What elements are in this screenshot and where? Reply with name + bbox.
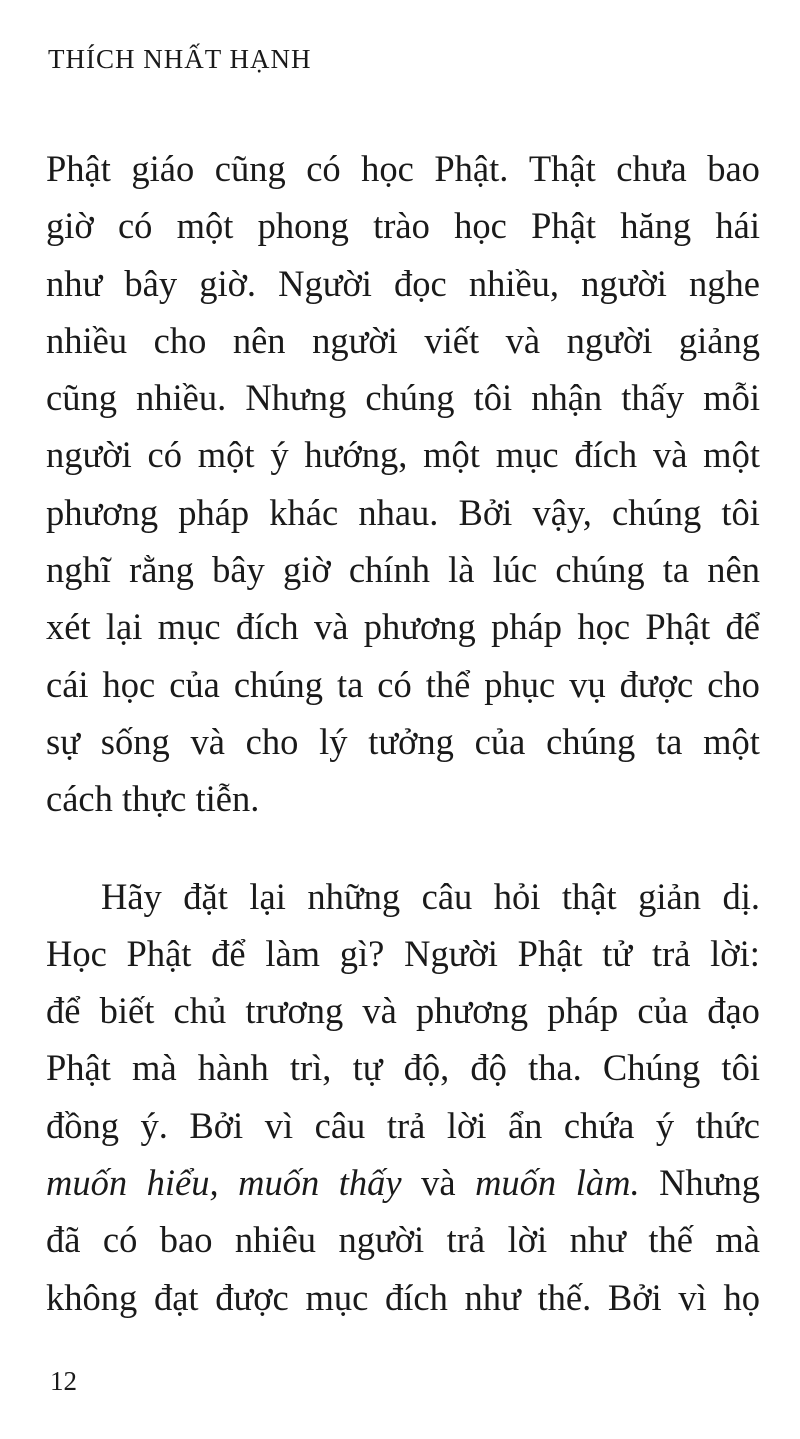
word: làm — [265, 932, 321, 974]
word: muốn — [46, 1162, 128, 1204]
word: bây — [212, 549, 265, 591]
word: ta — [336, 663, 364, 705]
word: có — [102, 1219, 138, 1261]
word: là — [448, 549, 475, 591]
word: Phật — [46, 1047, 111, 1089]
word: đích — [235, 606, 299, 648]
word: trương — [245, 990, 344, 1032]
word: nên — [232, 319, 286, 361]
word: ý. — [140, 1104, 168, 1146]
word: đặt — [183, 875, 228, 917]
word: đọc — [394, 262, 447, 304]
word: Phật. — [434, 148, 509, 189]
word: ẩn — [507, 1104, 543, 1146]
word: pháp — [491, 606, 563, 648]
word: mà — [132, 1047, 177, 1089]
word: lại — [105, 606, 143, 648]
word: lời — [446, 1104, 487, 1146]
word: thế — [648, 1219, 693, 1261]
word: học — [102, 663, 156, 705]
word: Học — [46, 932, 107, 974]
word: phục — [484, 663, 556, 705]
word: ý — [655, 1104, 675, 1146]
word: hành — [197, 1047, 269, 1089]
word: để — [211, 932, 246, 974]
paragraph — [46, 140, 760, 828]
word: cái — [46, 663, 89, 705]
word: của — [637, 990, 689, 1032]
word: nên — [707, 549, 760, 591]
word: pháp — [178, 491, 250, 533]
word: không — [46, 1276, 138, 1318]
word: trì, — [289, 1047, 332, 1089]
word: để — [46, 990, 81, 1032]
word: lúc — [492, 549, 538, 591]
word: nhiều. — [136, 377, 227, 419]
word: như — [569, 1219, 626, 1261]
word: chúng — [546, 720, 636, 762]
word: thức — [695, 1104, 760, 1146]
word: câu — [314, 1104, 366, 1146]
word: nhiều, — [468, 262, 560, 304]
word: và — [505, 319, 541, 361]
word: làm. — [575, 1162, 640, 1204]
word: và — [652, 434, 688, 476]
word: Người — [404, 932, 498, 974]
text-line — [46, 197, 760, 254]
text-line — [46, 1097, 760, 1154]
word: cho — [153, 319, 207, 361]
word: giờ — [282, 549, 331, 591]
word: một — [703, 720, 760, 762]
word: nghĩ — [46, 549, 111, 591]
word: vụ — [569, 663, 606, 705]
word: chúng — [365, 377, 455, 419]
text-line — [46, 312, 760, 369]
word: đã — [46, 1219, 81, 1261]
word: học — [361, 148, 414, 189]
word: của — [474, 720, 526, 762]
word: như — [464, 1276, 521, 1318]
word: tiễn. — [195, 778, 260, 820]
word: và — [190, 720, 225, 762]
word: phong — [257, 205, 349, 247]
word: có — [117, 205, 153, 247]
word: lý — [319, 720, 348, 762]
word: người — [581, 262, 667, 304]
text-line — [46, 1154, 760, 1211]
word: Phật — [531, 205, 596, 247]
word: lại — [249, 875, 286, 917]
word: học — [577, 606, 631, 648]
word: chúng — [612, 491, 702, 533]
word: mà — [715, 1219, 760, 1261]
word: Nhưng — [245, 377, 347, 419]
word: người — [338, 1219, 425, 1261]
word: dị. — [722, 875, 760, 917]
word: Phật — [645, 606, 711, 648]
word: có — [147, 434, 182, 476]
word: Bởi — [607, 1276, 662, 1318]
text-line — [46, 713, 760, 770]
word: được — [215, 1276, 289, 1318]
word: những — [307, 875, 401, 917]
word: Phật — [517, 932, 583, 974]
word: muốn — [238, 1162, 320, 1204]
word: thấy — [621, 377, 685, 419]
word: tử — [602, 932, 633, 974]
word: hiểu, — [146, 1162, 219, 1204]
word: họ — [723, 1276, 760, 1318]
word: cho — [245, 720, 299, 762]
word: như — [46, 262, 103, 304]
word: có — [306, 148, 341, 189]
word: chính — [348, 549, 430, 591]
word: mục — [305, 1276, 369, 1318]
word: tôi — [473, 377, 513, 419]
word: Bởi — [458, 491, 513, 533]
text-line — [46, 426, 760, 483]
word: tôi — [721, 491, 760, 533]
word: nghe — [688, 262, 760, 304]
word: đích — [574, 434, 638, 476]
word: tưởng — [368, 720, 454, 762]
body-text — [46, 140, 760, 1326]
word: Chúng — [602, 1047, 701, 1089]
word: sự — [46, 720, 80, 762]
text-line — [46, 255, 760, 312]
word: đạo — [707, 990, 760, 1032]
word: khác — [269, 491, 339, 533]
word: tôi — [721, 1047, 760, 1089]
word: tự — [352, 1047, 383, 1089]
word: cho — [707, 663, 760, 705]
word: hướng, — [304, 434, 408, 476]
word: và — [313, 606, 349, 648]
word: ta — [662, 549, 690, 591]
word: gì? — [339, 932, 385, 974]
word: bao — [707, 148, 760, 189]
text-line — [46, 868, 760, 925]
word: cũng — [46, 377, 117, 419]
word: mục — [157, 606, 221, 648]
word: phương — [363, 606, 476, 648]
word: Phật — [126, 932, 192, 974]
word: ta — [656, 720, 683, 762]
word: thể — [425, 663, 471, 705]
text-line — [46, 484, 760, 541]
word: thấy — [338, 1162, 402, 1204]
word: giờ. — [199, 262, 257, 304]
word: thế. — [537, 1276, 592, 1318]
paragraph-gap — [46, 828, 760, 868]
word: mỗi — [703, 377, 760, 419]
text-line — [46, 925, 760, 982]
text-line — [46, 541, 760, 598]
word: vậy, — [532, 491, 592, 533]
word: nhiêu — [234, 1219, 317, 1261]
word: của — [169, 663, 220, 705]
word: Hãy — [101, 875, 162, 917]
word: pháp — [547, 990, 619, 1032]
text-line — [46, 1211, 760, 1268]
word: học — [454, 205, 507, 247]
word: độ — [470, 1047, 507, 1089]
word: phương — [46, 491, 159, 533]
word: một — [197, 434, 255, 476]
word: cũng — [214, 148, 286, 189]
word: lời: — [710, 932, 760, 974]
word: thật — [561, 875, 617, 917]
word: trào — [373, 205, 430, 247]
word: hăng — [620, 205, 692, 247]
word: người — [566, 319, 653, 361]
word: Thật — [528, 148, 596, 189]
word: trả — [446, 1219, 486, 1261]
word: thực — [121, 778, 187, 820]
word: một — [423, 434, 480, 476]
word: người — [312, 319, 398, 361]
word: và — [362, 990, 397, 1032]
word: sống — [100, 720, 170, 762]
word: người — [46, 434, 132, 476]
word: lời — [507, 1219, 548, 1261]
word: chứa — [563, 1104, 635, 1146]
word: giờ — [46, 205, 94, 247]
text-line — [46, 140, 760, 197]
word: để — [725, 606, 760, 648]
word: chúng — [233, 663, 324, 705]
word: và — [421, 1162, 456, 1204]
word: đích — [384, 1276, 448, 1318]
word: bây — [124, 262, 178, 304]
word: nhiều — [46, 319, 128, 361]
word: câu — [421, 875, 473, 917]
word: biết — [99, 990, 155, 1032]
word: trả — [386, 1104, 426, 1146]
text-line — [46, 1269, 760, 1326]
word: một — [703, 434, 760, 476]
page-number: 12 — [50, 1366, 77, 1396]
text-line — [46, 1039, 760, 1096]
word: nhận — [531, 377, 603, 419]
text-line — [46, 770, 760, 827]
word: rằng — [129, 549, 194, 591]
word: xét — [46, 606, 91, 648]
word: viết — [424, 319, 480, 361]
word: bao — [159, 1219, 213, 1261]
word: đồng — [46, 1104, 119, 1146]
word: mục — [495, 434, 559, 476]
word: Người — [278, 262, 372, 304]
word: độ, — [403, 1047, 450, 1089]
word: đạt — [153, 1276, 199, 1318]
word: được — [619, 663, 694, 705]
word: vì — [678, 1276, 707, 1318]
text-line — [46, 656, 760, 713]
word: Nhưng — [659, 1162, 760, 1204]
paragraph — [46, 868, 760, 1326]
word: cách — [46, 778, 113, 820]
text-line — [46, 982, 760, 1039]
word: phương — [416, 990, 529, 1032]
text-line — [46, 369, 760, 426]
word: ý — [270, 434, 289, 476]
word: Phật — [46, 148, 111, 189]
word: chúng — [555, 549, 645, 591]
word: trả — [651, 932, 691, 974]
word: nhau. — [358, 491, 439, 533]
word: hỏi — [493, 875, 541, 917]
word: giáo — [131, 148, 195, 189]
word: Bởi — [189, 1104, 244, 1146]
word: vì — [264, 1104, 294, 1146]
word: tha. — [528, 1047, 582, 1089]
word: hái — [715, 205, 760, 247]
word: giản — [638, 875, 701, 917]
word: giảng — [678, 319, 760, 361]
word: một — [176, 205, 234, 247]
text-line — [46, 598, 760, 655]
word: chủ — [173, 990, 227, 1032]
running-head: THÍCH NHẤT HẠNH — [48, 44, 312, 74]
word: có — [377, 663, 412, 705]
word: muốn — [475, 1162, 557, 1204]
word: chưa — [616, 148, 687, 189]
